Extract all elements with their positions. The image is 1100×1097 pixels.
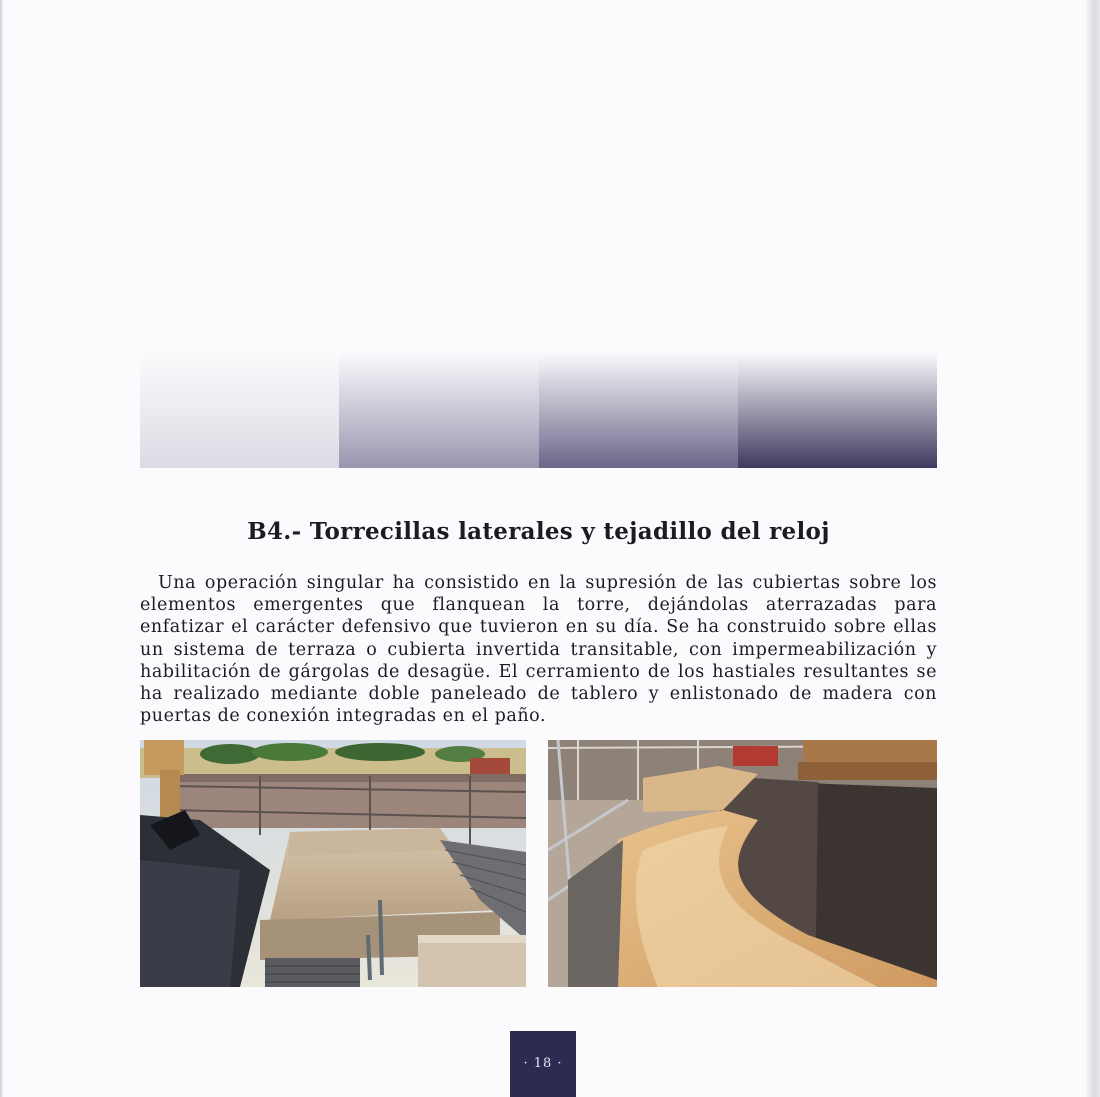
- gradient-segment-3: [539, 352, 738, 468]
- page-edge-right: [1086, 0, 1100, 1097]
- section-paragraph: [140, 572, 937, 727]
- decorative-gradient-bar: [140, 352, 937, 468]
- photo-terrace-right-illustration: [548, 740, 937, 987]
- photo-terrace-left-illustration: [140, 740, 526, 987]
- gradient-segment-1: [140, 352, 339, 468]
- photo-terrace-right: [548, 740, 937, 987]
- page-number: · 18 ·: [523, 1056, 563, 1071]
- page-edge-left: [0, 0, 3, 1097]
- photo-terrace-left: [140, 740, 526, 987]
- section-title: B4.- Torrecillas laterales y tejadillo del reloj: [247, 518, 830, 545]
- gradient-segment-2: [339, 352, 538, 468]
- gradient-segment-4: [738, 352, 937, 468]
- page-number-tab: [510, 1031, 576, 1097]
- paragraph-text: Una operación singular ha consistido en la supresión de las cubiertas sobre los elementos emergentes que flanquean la torre, dejándolas aterrazadas para enfatizar el carácter defensivo que tuvieron en su día. Se ha construido sobre ellas un sistema de terraza o cubierta invertida transitable, con impermeabilización y habilitación de gárgolas de desagüe. El cerramiento de los hastiales resultantes se ha realizado mediante doble paneleado de tablero y enlistonado de madera con puertas de conexión integradas en el paño.: [140, 573, 937, 727]
